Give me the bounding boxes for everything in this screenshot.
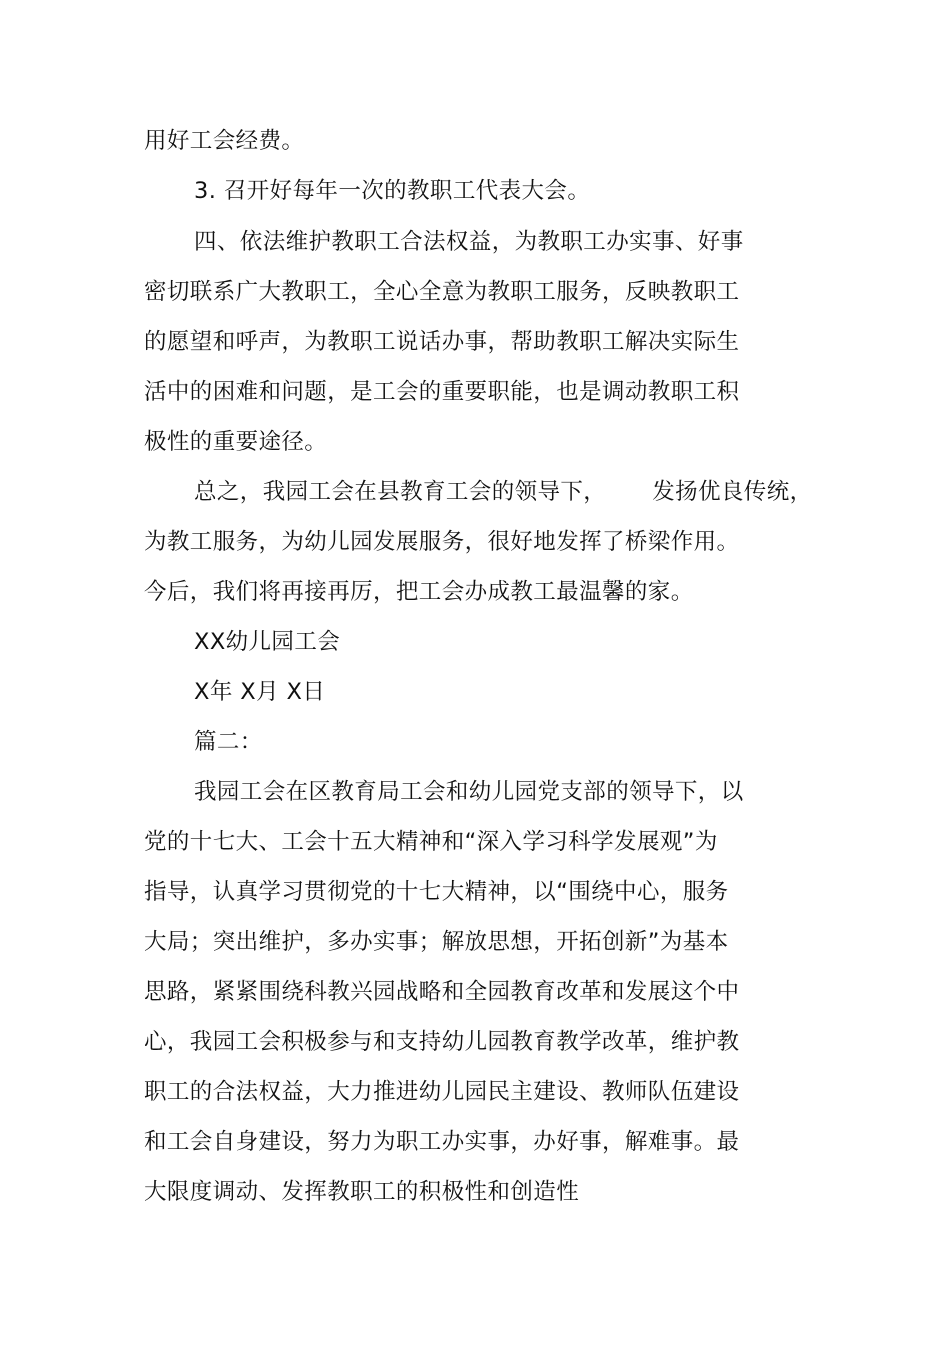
signature-date: X年 X月 X日	[194, 679, 326, 705]
text-line: 指导，认真学习贯彻党的十七大精神，以“围绕中心，服务	[144, 879, 729, 905]
text-line: 密切联系广大教职工，全心全意为教职工服务，反映教职工	[144, 279, 740, 305]
section-title: 篇二：	[194, 729, 263, 755]
conclusion-part-2: 发扬优良传统，	[652, 479, 813, 505]
text-line: 极性的重要途径。	[144, 429, 328, 455]
text-line: 用好工会经费。	[144, 128, 305, 154]
text-line: 今后，我们将再接再厉，把工会办成教工最温馨的家。	[144, 579, 694, 605]
text-line: 大限度调动、发挥教职工的积极性和创造性	[144, 1179, 580, 1205]
text-line: 活中的困难和问题，是工会的重要职能，也是调动教职工积	[144, 379, 740, 405]
text-line: 职工的合法权益，大力推进幼儿园民主建设、教师队伍建设	[144, 1079, 740, 1105]
text-line: 心，我园工会积极参与和支持幼儿园教育教学改革，维护教	[144, 1029, 740, 1055]
list-item-3: 3. 召开好每年一次的教职工代表大会。	[194, 178, 591, 204]
section-heading-4: 四、依法维护教职工合法权益，为教职工办实事、好事	[194, 229, 744, 255]
text-line: 我园工会在区教育局工会和幼儿园党支部的领导下，以	[194, 779, 744, 805]
text-line: 大局；突出维护，多办实事；解放思想，开拓创新”为基本	[144, 929, 729, 955]
signature-organization: XX幼儿园工会	[194, 629, 341, 655]
text-line: 思路，紧紧围绕科教兴园战略和全园教育改革和发展这个中	[144, 979, 740, 1005]
conclusion-part-1: 总之，我园工会在县教育工会的领导下，	[194, 479, 607, 505]
text-line: 和工会自身建设，努力为职工办实事，办好事，解难事。最	[144, 1129, 740, 1155]
text-line: 为教工服务，为幼儿园发展服务，很好地发挥了桥梁作用。	[144, 529, 740, 555]
text-line: 的愿望和呼声，为教职工说话办事，帮助教职工解决实际生	[144, 329, 740, 355]
text-line: 党的十七大、工会十五大精神和“深入学习科学发展观”为	[144, 829, 718, 855]
conclusion-line	[194, 477, 813, 507]
